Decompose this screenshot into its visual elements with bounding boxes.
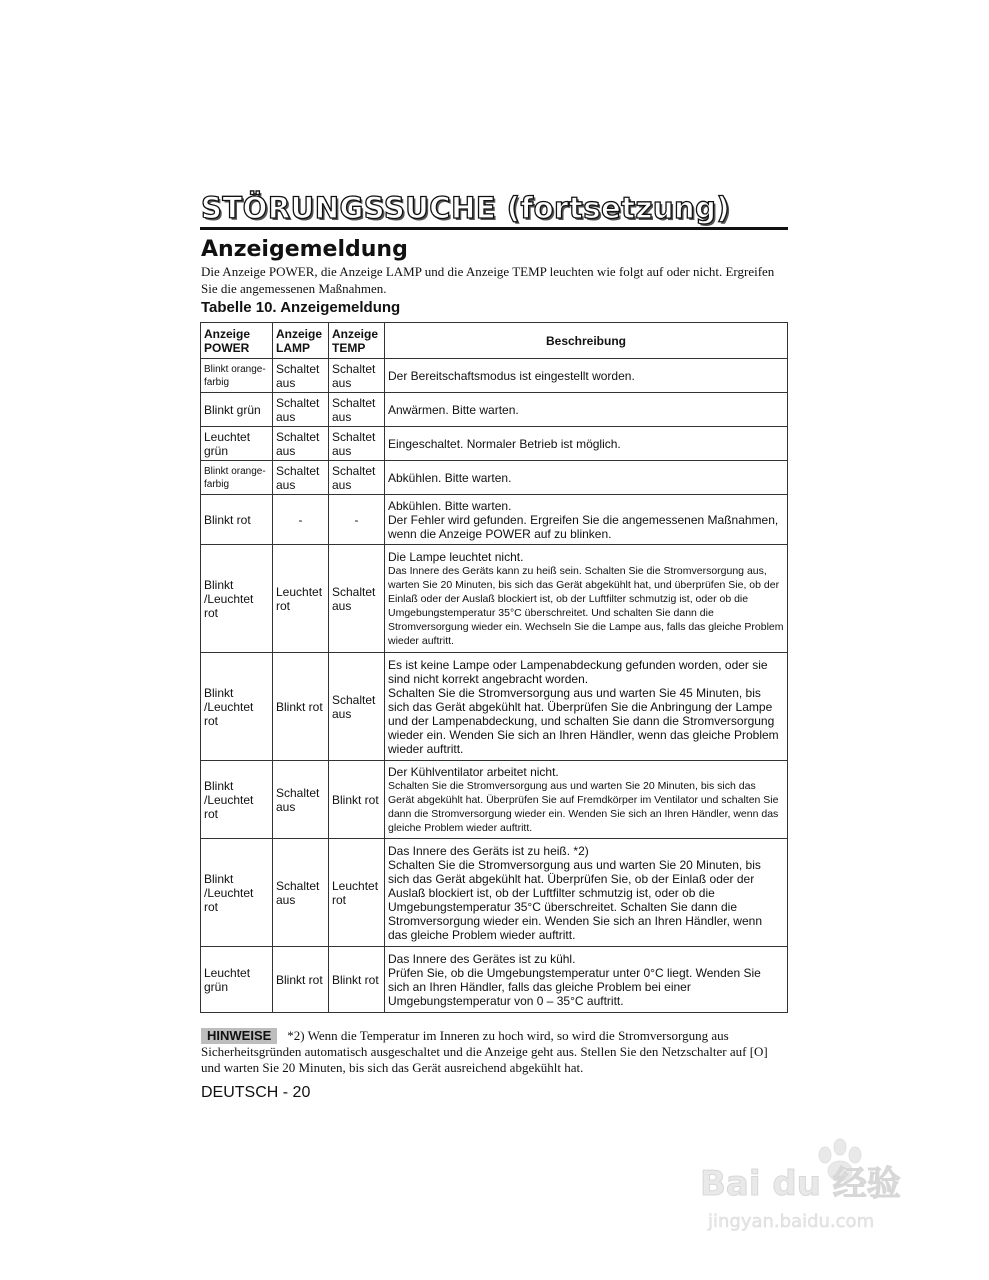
cell-power: Blinkt orange-farbig [201,461,273,495]
cell-description: Eingeschaltet. Normaler Betrieb ist möglich. [385,427,788,461]
baidu-watermark [700,1135,940,1235]
table-row [201,839,788,947]
cell-temp: Schaltet aus [329,545,385,653]
table-row [201,653,788,761]
table-row [201,427,788,461]
table-row [201,461,788,495]
cell-temp: Schaltet aus [329,359,385,393]
title-rule [200,227,788,230]
cell-lamp: Schaltet aus [273,359,329,393]
cell-lamp: Blinkt rot [273,653,329,761]
cell-power: Blinkt /Leuchtet rot [201,761,273,839]
cell-temp: Schaltet aus [329,427,385,461]
cell-description: Der Bereitschaftsmodus ist eingestellt worden. [385,359,788,393]
cell-lamp: - [273,495,329,545]
cell-lamp: Schaltet aus [273,761,329,839]
table-row [201,359,788,393]
cell-power: Leuchtet grün [201,427,273,461]
notes-text: *2) Wenn die Temperatur im Inneren zu hoch wird, so wird die Stromversorgung aus Sicherheitsgründen automatisch ausgeschaltet und die Anzeige geht aus. Stellen Sie den Netzschalter auf [O] und warten Sie 20 Minuten, bis sich das Gerät ausreichend abgekühlt hat. [201,1028,768,1075]
cell-temp: Schaltet aus [329,653,385,761]
cell-description: Der Kühlventilator arbeitet nicht. Schalten Sie die Stromversorgung aus und warten Sie 20 Minuten, bis sich das Gerät abgekühlt hat. Überprüfen Sie auf Fremdkörper im Ventilator und schalten Sie dann die Stromversorgung wieder ein. Wenden Sie sich an Ihren Händler, wenn das gleiche Problem wieder auftritt. [385,761,788,839]
table-row [201,495,788,545]
cell-temp: Blinkt rot [329,761,385,839]
cell-description: Anwärmen. Bitte warten. [385,393,788,427]
cell-power: Blinkt /Leuchtet rot [201,545,273,653]
cell-description: Die Lampe leuchtet nicht. Das Innere des Geräts kann zu heiß sein. Schalten Sie die Stromversorgung aus, warten Sie 20 Minuten, bis sich das Gerät abgekühlt hat, und überprüfen Sie, ob der Einlaß oder der Auslaß blockiert ist, ob der Luftfilter schmutzig ist, oder ob die Umgebungstemperatur 35°C überschreitet. Und schalten Sie dann die Stromversorgung wieder ein. Wechseln Sie die Lampe aus, falls das gleiche Problem wieder auftritt. [385,545,788,653]
cell-temp: - [329,495,385,545]
table-row [201,947,788,1013]
cell-power: Blinkt rot [201,495,273,545]
page-title: STÖRUNGSSUCHE (fortsetzung) [201,191,731,225]
watermark-url: jingyan.baidu.com [708,1211,875,1232]
cell-description: Das Innere des Geräts ist zu heiß. *2) Schalten Sie die Stromversorgung aus und warten Sie 20 Minuten, bis sich das Gerät abgekühlt hat. Überprüfen Sie, ob der Einlaß oder der Auslaß blockiert ist, ob der Luftfilter schmutzig ist, oder ob die Umgebungstemperatur 35°C überschreitet. Schalten Sie dann die Stromversorgung wieder ein. Wenden Sie sich an Ihren Händler, wenn das gleiche Problem wieder auftritt. [385,839,788,947]
cell-description: Abkühlen. Bitte warten. Der Fehler wird gefunden. Ergreifen Sie die angemessenen Maßnahmen, wenn die Anzeige POWER auf zu blinken. [385,495,788,545]
page-footer: DEUTSCH - 20 [201,1084,311,1101]
table-row [201,761,788,839]
header-power: Anzeige POWER [201,323,273,359]
cell-description: Es ist keine Lampe oder Lampenabdeckung gefunden worden, oder sie sind nicht korrekt angebracht worden. Schalten Sie die Stromversorgung aus und warten Sie 45 Minuten, bis sich das Gerät abgekühlt hat. Überprüfen Sie die Anbringung der Lampe und der Lampenabdeckung, und schalten Sie dann die Stromversorgung wieder ein. Wenden Sie sich an Ihren Händler, wenn das gleiche Problem wieder auftritt. [385,653,788,761]
cell-description: Abkühlen. Bitte warten. [385,461,788,495]
table-row [201,545,788,653]
cell-lamp: Schaltet aus [273,427,329,461]
cell-lamp: Blinkt rot [273,947,329,1013]
cell-power: Leuchtet grün [201,947,273,1013]
cell-lamp: Leuchtet rot [273,545,329,653]
intro-paragraph: Die Anzeige POWER, die Anzeige LAMP und die Anzeige TEMP leuchten wie folgt auf oder nicht. Ergreifen Sie die angemessenen Maßnahmen. [201,264,775,296]
cell-description: Das Innere des Gerätes ist zu kühl. Prüfen Sie, ob die Umgebungstemperatur unter 0°C liegt. Wenden Sie sich an Ihren Händler, falls das gleiche Problem bei einer Umgebungstemperatur von 0 – 35°C auftritt. [385,947,788,1013]
cell-temp: Leuchtet rot [329,839,385,947]
table-caption: Tabelle 10. Anzeigemeldung [201,299,401,316]
status-table [200,322,788,1013]
cell-lamp: Schaltet aus [273,461,329,495]
cell-power: Blinkt orange-farbig [201,359,273,393]
cell-power: Blinkt /Leuchtet rot [201,839,273,947]
notes [201,1028,789,1076]
watermark-brand: Bai du 经验 [700,1164,901,1204]
section-heading: Anzeigemeldung [201,237,408,262]
cell-lamp: Schaltet aus [273,393,329,427]
cell-lamp: Schaltet aus [273,839,329,947]
header-temp: Anzeige TEMP [329,323,385,359]
notes-badge: HINWEISE [201,1028,277,1044]
cell-temp: Schaltet aus [329,461,385,495]
cell-temp: Blinkt rot [329,947,385,1013]
cell-power: Blinkt /Leuchtet rot [201,653,273,761]
table-row [201,393,788,427]
cell-temp: Schaltet aus [329,393,385,427]
cell-power: Blinkt grün [201,393,273,427]
header-lamp: Anzeige LAMP [273,323,329,359]
header-description: Beschreibung [385,323,788,359]
